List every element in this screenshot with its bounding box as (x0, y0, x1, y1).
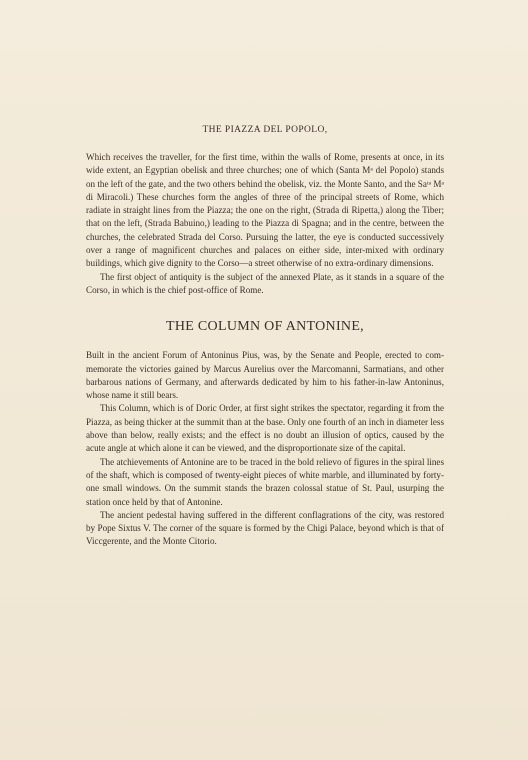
paragraph-piazza-1: Which receives the traveller, for the first time, within the walls of Rome, presents at once, in its wide extent, an Egyptian obelisk and three churches; one of which (Santa Mᵃ del Popolo) stands on the left of the gate, and the two others behind the obelisk, viz. the Monte Santo, and the Saᵗᵃ Mᵃ di Miracoli.) These churches form the angles of three of the principal streets of Rome, which radiate in straight lines from the Piazza; the one on the right, (Strada di Ripetta,) along the Tiber; that on the left, (Strada Babuino,) leading to the Piazza di Spagna; and in the centre, between the churches, the celebrated Strada del Corso. Pursuing the latter, the eye is conducted successively over a range of magnificent churches and palaces on either side, inter-mixed with ordinary buildings, which give dignity to the Corso—a street otherwise of no extra-ordinary dimensions. (86, 152, 444, 269)
paragraph-column-1: Built in the ancient Forum of Antoninus Pius, was, by the Senate and People, erected to com-memorate the victories gained by Marcus Aurelius over the Marcomanni, Sarmatians, and other barbarous nations of Germany, and afterwards dedicated by him to his father-in-law Antoninus, whose name it still bears. (86, 350, 444, 401)
section-title-piazza: THE PIAZZA DEL POPOLO, (202, 125, 328, 135)
paragraph-piazza-2: The first object of antiquity is the subject of the annexed Plate, as it stands in a square of the Corso, in which is the chief post-office of Rome. (86, 271, 444, 295)
paragraph-column-3: The atchievements of Antonine are to be traced in the bold relievo of figures in the spiral lines of the shaft, which is composed of twenty-eight pieces of white marble, and illuminated by forty-one small windows. On the summit stands the brazen colossal statue of St. Paul, usurping the station once held by that of Antonine. (86, 456, 444, 507)
paragraph-column-2: This Column, which is of Doric Order, at first sight strikes the spectator, regarding it from the Piazza, as being thicker at the summit than at the base. Only one fourth of an inch in diameter less above than below, really exists; and the effect is no doubt an illusion of optics, caused by the acute angle at which alone it can be viewed, and the disproportionate size of the capital. (86, 403, 444, 454)
document-body (86, 124, 444, 549)
paragraph-column-4: The ancient pedestal having suffered in the different conflagrations of the city, was restored by Pope Sixtus V. The corner of the square is formed by the Chigi Palace, beyond which is that of Viccgerente, and the Monte Citorio. (86, 509, 444, 547)
section-title-column: THE COLUMN OF ANTONINE, (166, 319, 364, 335)
